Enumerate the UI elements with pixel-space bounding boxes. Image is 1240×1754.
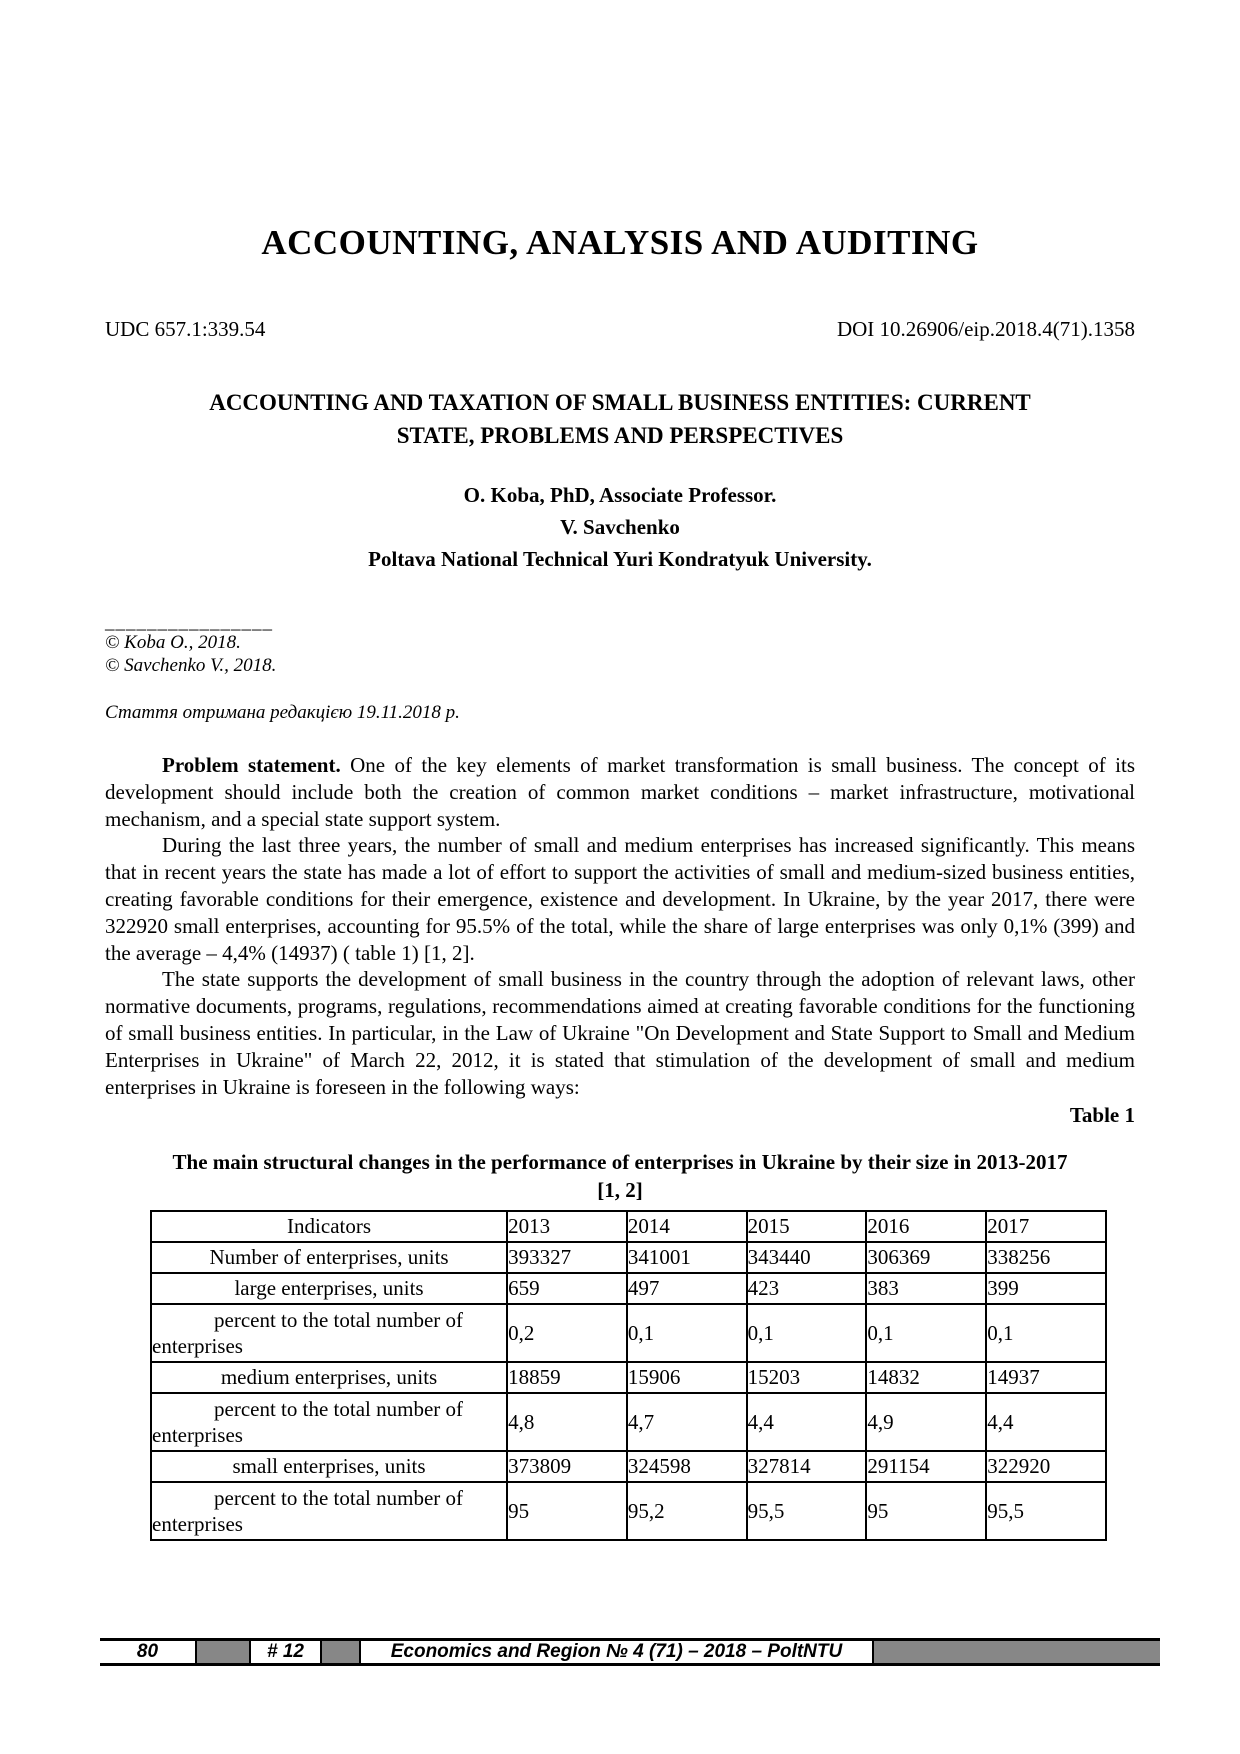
row-label: large enterprises, units <box>151 1273 507 1304</box>
table-row <box>151 1451 1106 1482</box>
table-row <box>151 1393 1106 1451</box>
udc-code: UDC 657.1:339.54 <box>105 317 266 341</box>
cell-value: 15906 <box>627 1362 747 1393</box>
cell-value: 659 <box>507 1273 627 1304</box>
header-2016: 2016 <box>866 1211 986 1242</box>
affiliation: Poltava National Technical Yuri Kondratyuk University. <box>368 547 872 571</box>
article-title: ACCOUNTING AND TAXATION OF SMALL BUSINESS ENTITIES: CURRENT STATE, PROBLEMS AND PERSPECTIVES <box>209 390 1031 448</box>
table-caption <box>105 1148 1135 1204</box>
enterprises-table <box>150 1210 1107 1541</box>
copyright-rule: ________________ <box>105 612 273 633</box>
cell-value: 0,2 <box>507 1304 627 1362</box>
paragraph-3: The state supports the development of small business in the country through the adoption of relevant laws, other normative documents, programs, regulations, recommendations aimed at creating favorable conditions for the functioning of small business entities. In particular, in the Law of Ukraine "On Development and State Support to Small and Medium Enterprises in Ukraine" of March 22, 2012, it is stated that stimulation of the development of small and medium enterprises in Ukraine is foreseen in the following ways: <box>105 967 1135 1099</box>
cell-value: 343440 <box>747 1242 867 1273</box>
copyright-block <box>105 612 1135 677</box>
table-row <box>151 1242 1106 1273</box>
header-2017: 2017 <box>986 1211 1106 1242</box>
cell-value: 95,2 <box>627 1482 747 1540</box>
cell-value: 327814 <box>747 1451 867 1482</box>
paragraph-2: During the last three years, the number of small and medium enterprises has increased significantly. This means that in recent years the state has made a lot of effort to support the activities of small and medium-sized business entities, creating favorable conditions for their emergence, existence and development. In Ukraine, by the year 2017, there were 322920 small enterprises, accounting for 95.5% of the total, while the share of large enterprises was only 0,1% (399) and the average – 4,4% (14937) ( table 1) [1, 2]. <box>105 833 1135 965</box>
cell-value: 4,4 <box>986 1393 1106 1451</box>
table-row <box>151 1482 1106 1540</box>
footer-issue-number: # 12 <box>251 1641 322 1663</box>
cell-value: 14937 <box>986 1362 1106 1393</box>
cell-value: 322920 <box>986 1451 1106 1482</box>
cell-value: 497 <box>627 1273 747 1304</box>
cell-value: 0,1 <box>866 1304 986 1362</box>
author-1: O. Koba, PhD, Associate Professor. <box>463 483 777 507</box>
cell-value: 373809 <box>507 1451 627 1482</box>
cell-value: 95 <box>507 1482 627 1540</box>
body-text <box>105 752 1135 1100</box>
header-2014: 2014 <box>627 1211 747 1242</box>
section-heading: ACCOUNTING, ANALYSIS AND AUDITING <box>261 223 979 262</box>
table-row <box>151 1362 1106 1393</box>
table-caption-line-2: [1, 2] <box>597 1178 643 1203</box>
footer-page-number: 80 <box>100 1641 197 1663</box>
cell-value: 95,5 <box>747 1482 867 1540</box>
cell-value: 4,9 <box>866 1393 986 1451</box>
footer-divider-block <box>197 1641 251 1663</box>
cell-value: 399 <box>986 1273 1106 1304</box>
row-label: medium enterprises, units <box>151 1362 507 1393</box>
row-label: small enterprises, units <box>151 1451 507 1482</box>
row-label: percent to the total number of enterprises <box>151 1482 507 1540</box>
cell-value: 4,4 <box>747 1393 867 1451</box>
table-number-label: Table 1 <box>1069 1103 1135 1128</box>
copyright-line-1: © Koba O., 2018. <box>105 632 241 653</box>
cell-value: 4,7 <box>627 1393 747 1451</box>
page-footer <box>100 1638 1160 1666</box>
cell-value: 0,1 <box>627 1304 747 1362</box>
footer-divider-block <box>874 1641 1160 1663</box>
paragraph-problem-statement <box>105 752 1135 832</box>
table-row <box>151 1273 1106 1304</box>
header-2015: 2015 <box>747 1211 867 1242</box>
author-2: V. Savchenko <box>560 515 680 539</box>
cell-value: 95 <box>866 1482 986 1540</box>
cell-value: 306369 <box>866 1242 986 1273</box>
header-2013: 2013 <box>507 1211 627 1242</box>
copyright-line-2: © Savchenko V., 2018. <box>105 655 277 676</box>
cell-value: 0,1 <box>747 1304 867 1362</box>
cell-value: 423 <box>747 1273 867 1304</box>
cell-value: 95,5 <box>986 1482 1106 1540</box>
header-indicators: Indicators <box>151 1211 507 1242</box>
cell-value: 324598 <box>627 1451 747 1482</box>
paragraph-1-text: One of the key elements of market transformation is small business. The concept of its development should include both the creation of common market conditions – market infrastructure, motivational mechanism, and a special state support system. <box>105 753 1135 831</box>
cell-value: 4,8 <box>507 1393 627 1451</box>
footer-divider-block <box>322 1641 361 1663</box>
cell-value: 338256 <box>986 1242 1106 1273</box>
table-header-row <box>151 1211 1106 1242</box>
cell-value: 18859 <box>507 1362 627 1393</box>
row-label: percent to the total number of enterprises <box>151 1304 507 1362</box>
table-row <box>151 1304 1106 1362</box>
cell-value: 341001 <box>627 1242 747 1273</box>
doi-code: DOI 10.26906/eip.2018.4(71).1358 <box>836 317 1135 341</box>
authors-block <box>105 479 1135 575</box>
row-label: percent to the total number of enterprises <box>151 1393 507 1451</box>
cell-value: 15203 <box>747 1362 867 1393</box>
cell-value: 291154 <box>866 1451 986 1482</box>
udc-doi-row <box>105 316 1135 342</box>
cell-value: 383 <box>866 1273 986 1304</box>
footer-journal-title: Economics and Region № 4 (71) – 2018 – PoltNTU <box>361 1641 874 1663</box>
row-label: Number of enterprises, units <box>151 1242 507 1273</box>
paragraph-lead: Problem statement. <box>162 753 341 777</box>
cell-value: 393327 <box>507 1242 627 1273</box>
table-caption-line-1: The main structural changes in the performance of enterprises in Ukraine by their size in 2013-2017 <box>172 1150 1068 1175</box>
cell-value: 14832 <box>866 1362 986 1393</box>
page-content <box>0 222 1240 1541</box>
cell-value: 0,1 <box>986 1304 1106 1362</box>
received-date-line: Стаття отримана редакцією 19.11.2018 р. <box>105 702 460 723</box>
